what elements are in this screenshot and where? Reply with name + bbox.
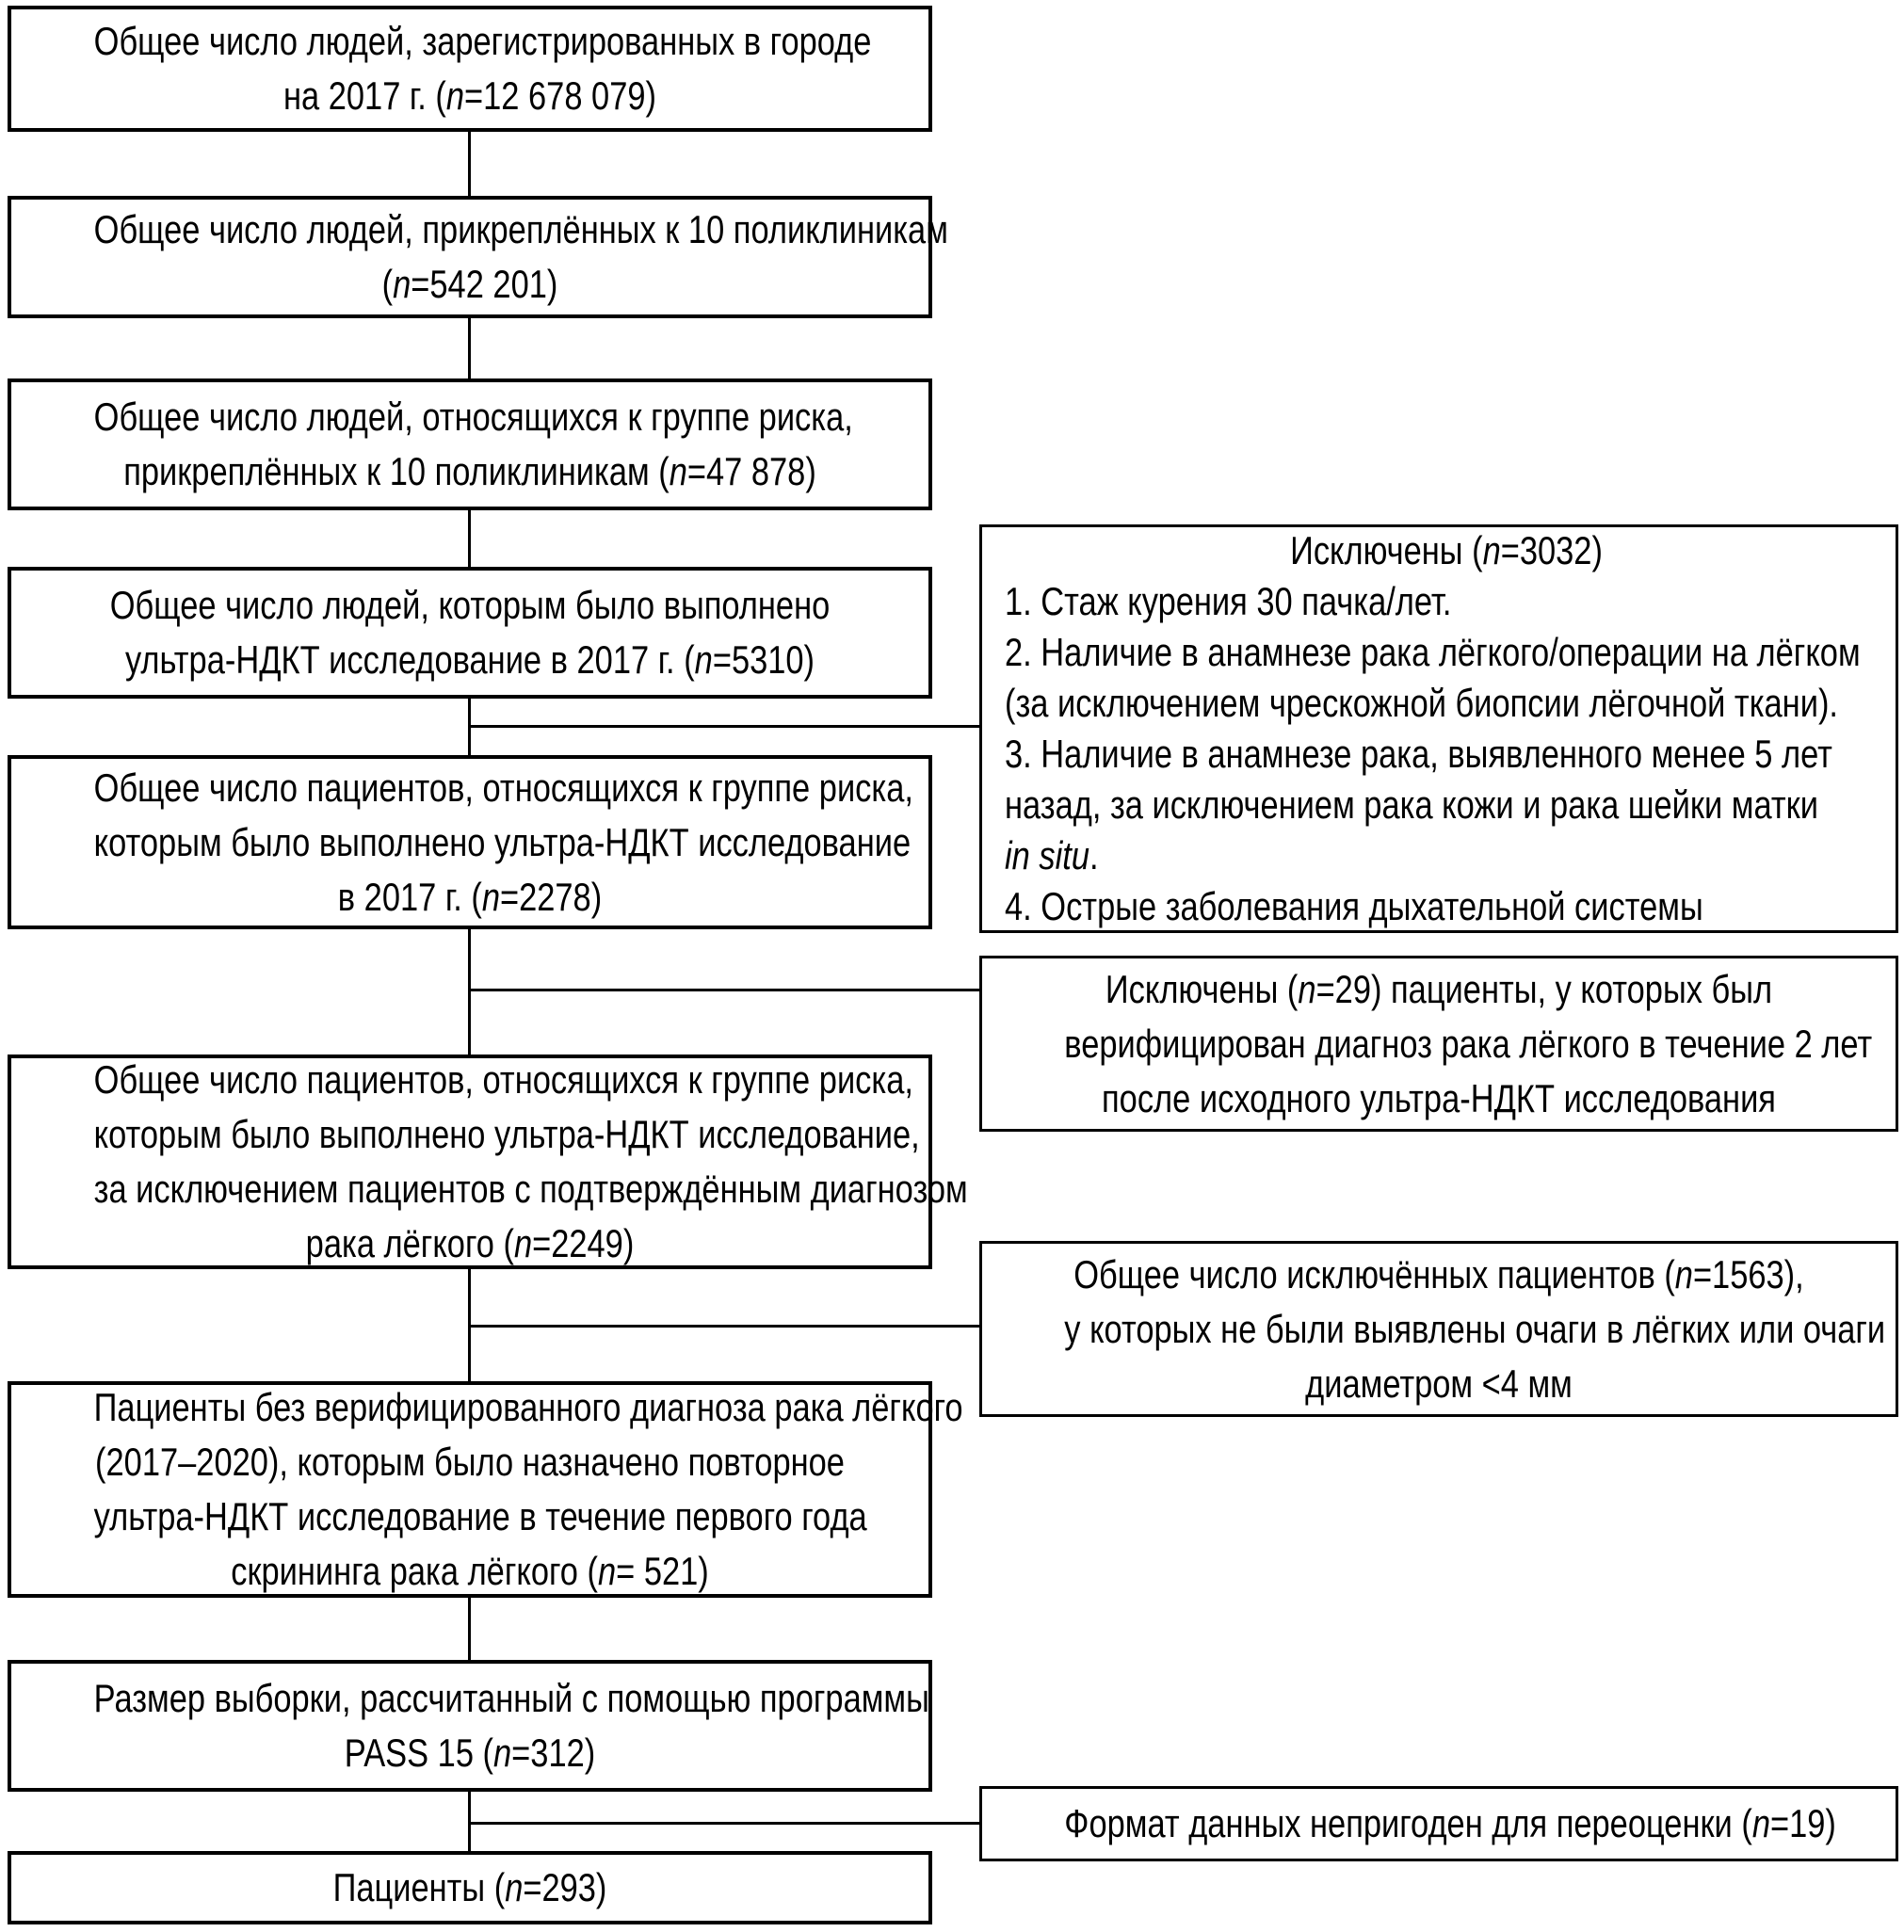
box-no-verified-diagnosis-repeat-uldct: Пациенты без верифицированного диагноза рака лёгкого (2017–2020), которым было назначено повторное ультра-НДКТ исследование в течение первого года скрининга рака лёгкого (n= 521) bbox=[8, 1381, 932, 1598]
box-excluded-verified-cancer: Исключены (n=29) пациенты, у которых был верифицирован диагноз рака лёгкого в течение 2 лет после исходного ультра-НДКТ исследования bbox=[979, 956, 1898, 1132]
box-data-format-unusable: Формат данных непригоден для переоценки (n=19) bbox=[979, 1786, 1898, 1861]
connector-vertical-1 bbox=[468, 132, 471, 196]
box-excluded-criteria: Исключены (n=3032) 1. Стаж курения 30 пачка/лет. 2. Наличие в анамнезе рака лёгкого/операции на лёгком (за исключением чрескожной биопсии лёгочной ткани). 3. Наличие в анамнезе рака, выявленного менее 5 лет назад, за исключением рака кожи и рака шейки матки in situ. 4. Острые заболевания дыхательной системы bbox=[979, 524, 1898, 933]
connector-vertical-5 bbox=[468, 929, 471, 1055]
box-attached-to-polyclinics: Общее число людей, прикреплённых к 10 поликлиникам (n=542 201) bbox=[8, 196, 932, 318]
connector-branch-excluded-no-lesions bbox=[468, 1325, 979, 1328]
box-registered-total: Общее число людей, зарегистрированных в городе на 2017 г. (n=12 678 079) bbox=[8, 6, 932, 132]
connector-vertical-2 bbox=[468, 318, 471, 378]
box-patients-final: Пациенты (n=293) bbox=[8, 1851, 932, 1924]
connector-branch-excluded-verified bbox=[468, 989, 979, 991]
connector-vertical-7 bbox=[468, 1598, 471, 1660]
connector-branch-excluded-criteria bbox=[468, 725, 979, 728]
box-uldct-performed-total: Общее число людей, которым было выполнено ультра-НДКТ исследование в 2017 г. (n=5310) bbox=[8, 567, 932, 699]
box-risk-uldct-without-confirmed-cancer: Общее число пациентов, относящихся к группе риска, которым было выполнено ультра-НДКТ исследование, за исключением пациентов с подтверждённым диагнозом рака лёгкого (n=2249) bbox=[8, 1055, 932, 1269]
box-risk-group-total: Общее число людей, относящихся к группе риска, прикреплённых к 10 поликлиникам (n=47 878) bbox=[8, 378, 932, 510]
box-risk-uldct-performed: Общее число пациентов, относящихся к группе риска, которым было выполнено ультра-НДКТ исследование в 2017 г. (n=2278) bbox=[8, 755, 932, 929]
connector-branch-format-unusable bbox=[468, 1822, 979, 1825]
box-excluded-no-lesions: Общее число исключённых пациентов (n=1563), у которых не были выявлены очаги в лёгких или очаги диаметром <4 мм bbox=[979, 1241, 1898, 1417]
connector-vertical-3 bbox=[468, 510, 471, 567]
box-sample-size-pass15: Размер выборки, рассчитанный с помощью программы PASS 15 (n=312) bbox=[8, 1660, 932, 1792]
